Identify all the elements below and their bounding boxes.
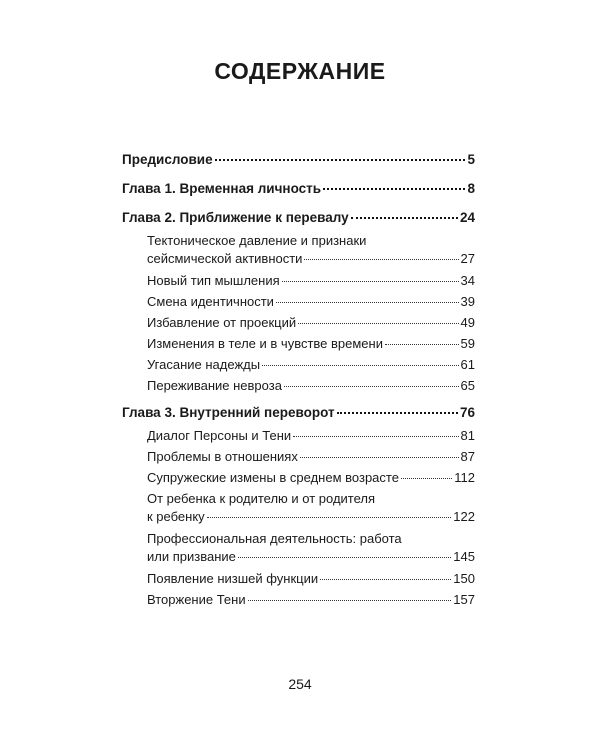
- toc-label: Глава 1. Временная личность: [122, 181, 322, 196]
- dot-leader: [248, 600, 452, 601]
- dot-leader: [293, 436, 458, 437]
- dot-leader: [215, 159, 466, 161]
- toc-label-line2: или призвание: [147, 549, 236, 564]
- toc-entry-section[interactable]: [122, 232, 475, 272]
- toc-page: 122: [453, 509, 475, 524]
- toc-label: Супружеские измены в среднем возрасте: [147, 470, 399, 485]
- toc-entry-section[interactable]: [122, 469, 475, 490]
- toc-page: 65: [460, 378, 475, 393]
- toc-entry-section[interactable]: [122, 335, 475, 356]
- toc-entry-section[interactable]: [122, 530, 475, 570]
- toc-label-line1: От ребенка к родителю и от родителя: [147, 491, 376, 506]
- toc-page: 24: [459, 210, 475, 225]
- dot-leader: [298, 323, 458, 324]
- dot-leader: [207, 517, 452, 518]
- toc-entry-section[interactable]: [122, 591, 475, 612]
- toc-page: 81: [460, 428, 475, 443]
- dot-leader: [238, 557, 451, 558]
- page-title: СОДЕРЖАНИЕ: [214, 58, 386, 84]
- dot-leader: [385, 344, 459, 345]
- toc-page: 61: [460, 357, 475, 372]
- toc-page: 8: [467, 181, 475, 196]
- dot-leader: [282, 281, 459, 282]
- page-number: 254: [288, 676, 312, 692]
- toc-entry-preface[interactable]: [122, 150, 475, 174]
- toc-label: Избавление от проекций: [147, 315, 297, 330]
- toc-label: Проблемы в отношениях: [147, 449, 298, 464]
- toc-label: Изменения в теле и в чувстве времени: [147, 336, 383, 351]
- toc-page: 112: [454, 470, 475, 485]
- dot-leader: [262, 365, 458, 366]
- toc-page: 157: [453, 592, 475, 607]
- toc-entry-chapter-1[interactable]: [122, 179, 475, 203]
- dot-leader: [351, 217, 458, 219]
- toc-entry-section[interactable]: [122, 427, 475, 448]
- toc-entry-section[interactable]: [122, 314, 475, 335]
- toc-label-line2: к ребенку: [147, 509, 205, 524]
- dot-leader: [401, 478, 452, 479]
- toc-entry-section[interactable]: [122, 293, 475, 314]
- toc-page: 150: [453, 571, 475, 586]
- toc-entry-chapter-3[interactable]: [122, 403, 475, 427]
- toc-label: Глава 2. Приближение к перевалу: [122, 210, 349, 225]
- toc-page: 34: [460, 273, 475, 288]
- toc-label-line1: Профессиональная деятельность: работа: [147, 531, 402, 546]
- toc-label-line2: сейсмической активности: [147, 251, 303, 266]
- toc-entry-section[interactable]: [122, 570, 475, 591]
- toc-label: Глава 3. Внутренний переворот: [122, 405, 335, 420]
- toc-entry-section[interactable]: [122, 448, 475, 469]
- dot-leader: [323, 188, 465, 190]
- dot-leader: [284, 386, 459, 387]
- toc-entry-section[interactable]: [122, 356, 475, 377]
- dot-leader: [320, 579, 451, 580]
- toc-label: Смена идентичности: [147, 294, 274, 309]
- toc-page: 87: [460, 449, 475, 464]
- toc-label: Диалог Персоны и Тени: [147, 428, 292, 443]
- table-of-contents: [122, 150, 475, 612]
- dot-leader: [276, 302, 459, 303]
- toc-page: 5: [467, 152, 475, 167]
- toc-label: Предисловие: [122, 152, 213, 167]
- toc-label: Новый тип мышления: [147, 273, 280, 288]
- toc-page: 145: [453, 549, 475, 564]
- toc-page: 39: [460, 294, 475, 309]
- toc-page: 49: [460, 315, 475, 330]
- toc-label: Вторжение Тени: [147, 592, 246, 607]
- dot-leader: [300, 457, 459, 458]
- toc-entry-section[interactable]: [122, 377, 475, 398]
- toc-label-line1: Тектоническое давление и признаки: [147, 233, 367, 248]
- toc-page: 76: [459, 405, 475, 420]
- toc-entry-section[interactable]: [122, 272, 475, 293]
- dot-leader: [337, 412, 458, 414]
- dot-leader: [304, 259, 458, 260]
- toc-label: Переживание невроза: [147, 378, 282, 393]
- toc-page: 59: [460, 336, 475, 351]
- toc-entry-chapter-2[interactable]: [122, 208, 475, 232]
- toc-label: Появление низшей функции: [147, 571, 319, 586]
- toc-entry-section[interactable]: [122, 490, 475, 530]
- toc-page: 27: [460, 251, 475, 266]
- toc-label: Угасание надежды: [147, 357, 261, 372]
